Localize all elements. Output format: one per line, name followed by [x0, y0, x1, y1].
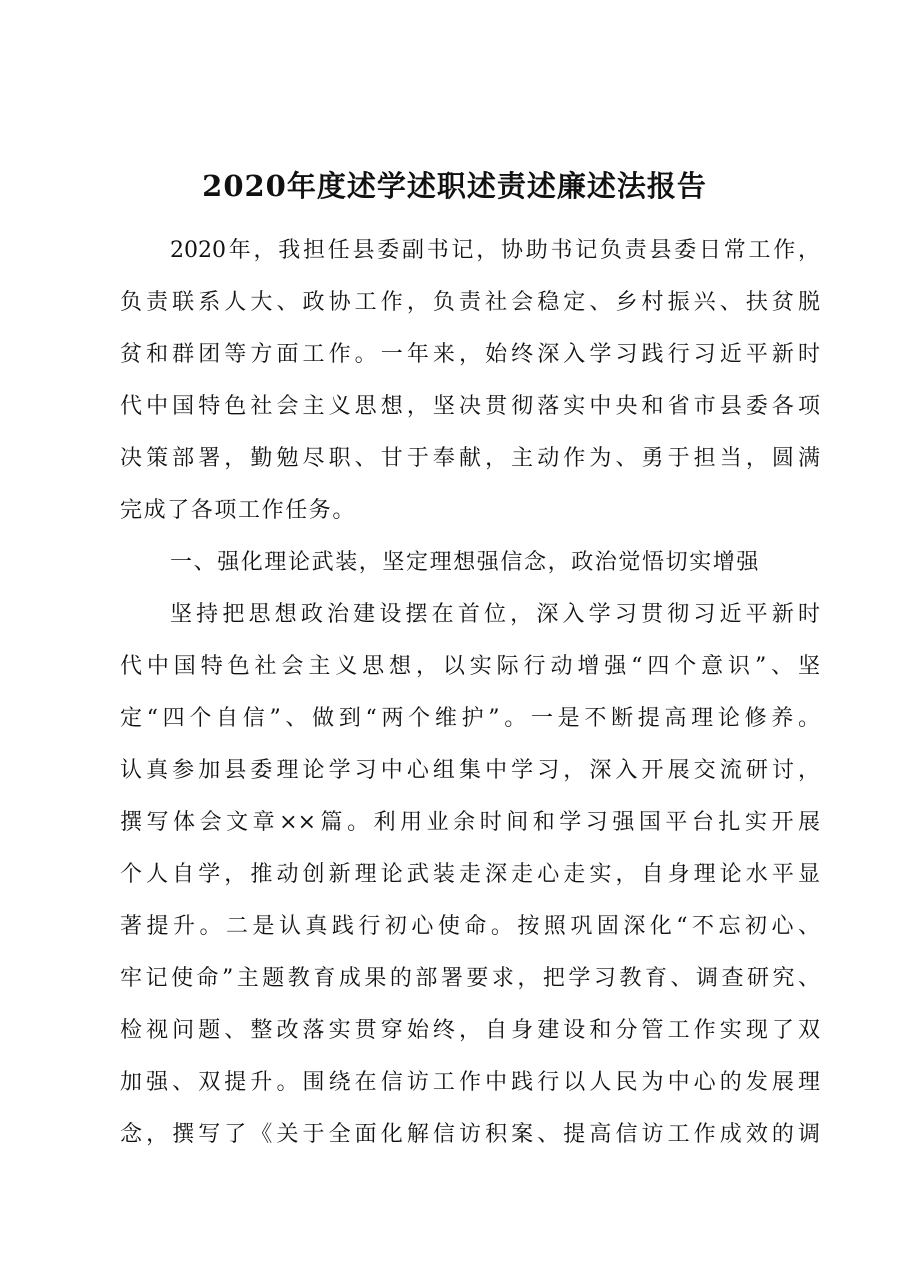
text-line: 念，撰写了《关于全面化解信访积案、提高信访工作成效的调: [120, 1122, 820, 1147]
text-line: 代中国特色社会主义思想，以实际行动增强“四个意识”、坚: [120, 654, 820, 679]
text-line: 撰写体会文章××篇。利用业余时间和学习强国平台扎实开展: [120, 810, 820, 835]
text-line: 个人自学，推动创新理论武装走深走心走实，自身理论水平显: [120, 862, 820, 887]
text-line: 牢记使命”主题教育成果的部署要求，把学习教育、调查研究、: [120, 966, 820, 991]
text-line: 决策部署，勤勉尽职、甘于奉献，主动作为、勇于担当，圆满: [120, 446, 820, 471]
text-line: 定“四个自信”、做到“两个维护”。一是不断提高理论修养。: [120, 706, 820, 731]
text-line: 检视问题、整改落实贯穿始终，自身建设和分管工作实现了双: [120, 1018, 820, 1043]
text-line: 代中国特色社会主义思想，坚决贯彻落实中央和省市县委各项: [120, 394, 820, 419]
text-line: 认真参加县委理论学习中心组集中学习，深入开展交流研讨，: [120, 758, 820, 783]
text-line: 2020年，我担任县委副书记，协助书记负责县委日常工作，: [170, 238, 820, 263]
text-line: 著提升。二是认真践行初心使命。按照巩固深化“不忘初心、: [120, 914, 820, 939]
text-line: 负责联系人大、政协工作，负责社会稳定、乡村振兴、扶贫脱: [120, 290, 820, 315]
text-line: 坚持把思想政治建设摆在首位，深入学习贯彻习近平新时: [170, 602, 820, 627]
text-line: 加强、双提升。围绕在信访工作中践行以人民为中心的发展理: [120, 1070, 820, 1095]
text-line: 一、强化理论武装，坚定理想强信念，政治觉悟切实增强: [170, 550, 761, 575]
document-body: [120, 225, 820, 1161]
document-title: 2020年度述学述职述责述廉述法报告: [202, 169, 707, 203]
text-line: 贫和群团等方面工作。一年来，始终深入学习践行习近平新时: [120, 342, 820, 367]
text-line: 完成了各项工作任务。: [120, 498, 357, 523]
